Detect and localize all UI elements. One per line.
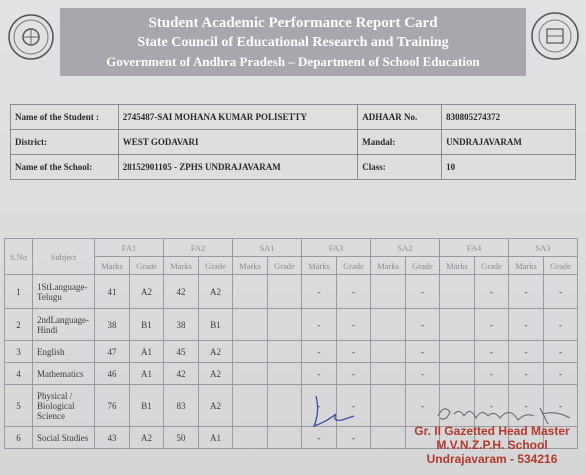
marks-subheader: Marks [302,257,337,275]
subject-row [5,363,578,385]
subject-row [5,275,578,309]
grade-cell: - [544,309,578,341]
sno-header: S.No [5,239,33,275]
marks-cell: 50 [164,427,199,449]
marks-cell: - [509,309,544,341]
grade-cell: - [475,309,509,341]
grade-cell [268,427,302,449]
grade-cell: - [337,341,371,363]
grade-cell: - [544,341,578,363]
subject-name: English [33,341,95,363]
marks-cell [233,275,268,309]
grade-cell [268,363,302,385]
mandal-label: Mandal: [358,130,442,155]
marks-cell [233,427,268,449]
grade-cell: B1 [130,385,164,427]
marks-cell [371,275,406,309]
subject-name: 2ndLanguage-Hindi [33,309,95,341]
scert-logo-icon [530,8,580,64]
student-info-table [10,104,576,180]
grade-cell: - [337,363,371,385]
grade-cell: - [406,363,440,385]
grade-cell [268,341,302,363]
school-value: 28152901105 - ZPHS UNDRAJAVARAM [118,155,357,180]
grade-subheader: Grade [406,257,440,275]
marks-cell: - [509,341,544,363]
aadhaar-label: ADHAAR No. [358,105,442,130]
serial-number: 4 [5,363,33,385]
marks-cell: - [302,309,337,341]
marks-cell: 47 [95,341,130,363]
student-name-row [11,105,576,130]
grade-cell: - [544,275,578,309]
exam-header-fa4: FA4 [440,239,509,257]
name-value: 2745487-SAI MOHANA KUMAR POLISETTY [118,105,357,130]
grade-subheader: Grade [199,257,233,275]
stamp-designation: Gr. II Gazetted Head Master [414,424,570,438]
grade-cell [268,385,302,427]
report-card-header [60,8,526,76]
marks-cell: - [302,363,337,385]
grade-cell: - [406,341,440,363]
grade-subheader: Grade [475,257,509,275]
aadhaar-value: 830805274372 [442,105,576,130]
marks-subheader: Marks [164,257,199,275]
mandal-value: UNDRAJAVARAM [442,130,576,155]
marks-cell: - [509,363,544,385]
marks-cell: 76 [95,385,130,427]
marks-cell [233,341,268,363]
grade-cell: A2 [199,363,233,385]
exam-header-row [5,239,578,257]
marks-subheader: Marks [95,257,130,275]
exam-header-fa1: FA1 [95,239,164,257]
grade-cell: - [475,385,509,427]
marks-cell: 38 [95,309,130,341]
grade-cell: - [544,363,578,385]
class-value: 10 [442,155,576,180]
school-stamp [404,424,580,466]
marks-cell: - [302,385,337,427]
marks-cell: 38 [164,309,199,341]
grade-cell: - [406,309,440,341]
grade-subheader: Grade [268,257,302,275]
grade-cell [268,309,302,341]
marks-cell: 41 [95,275,130,309]
stamp-school: M.V.N.Z.P.H. School [436,438,548,452]
serial-number: 3 [5,341,33,363]
marks-cell [371,363,406,385]
stamp-address: Undrajavaram - 534216 [426,452,558,466]
marks-subheader: Marks [233,257,268,275]
marks-cell [233,363,268,385]
marks-cell [440,275,475,309]
subject-name: Mathematics [33,363,95,385]
grade-cell: A2 [130,427,164,449]
report-title: Student Academic Performance Report Card [148,15,438,31]
grade-cell [268,275,302,309]
grade-cell: - [337,309,371,341]
signature-mark [306,392,366,432]
marks-cell [371,341,406,363]
exam-header-sa3: SA3 [509,239,578,257]
subject-name: 1StLanguage-Telugu [33,275,95,309]
council-name: State Council of Educational Research and Training [137,35,449,50]
marks-cell [371,309,406,341]
grade-cell: A1 [199,427,233,449]
grade-cell: A2 [199,275,233,309]
grade-cell: A1 [130,363,164,385]
grade-subheader: Grade [544,257,578,275]
class-label: Class: [358,155,442,180]
ap-government-emblem-icon [6,10,56,66]
marks-cell: 83 [164,385,199,427]
marks-cell: - [509,385,544,427]
grade-subheader: Grade [337,257,371,275]
district-value: WEST GODAVARI [118,130,357,155]
school-label: Name of the School: [11,155,119,180]
grade-cell: - [475,363,509,385]
grade-cell: - [337,385,371,427]
grade-cell: - [337,275,371,309]
district-label: District: [11,130,119,155]
serial-number: 1 [5,275,33,309]
subject-name: Social Studies [33,427,95,449]
marks-cell: - [509,275,544,309]
exam-header-sa1: SA1 [233,239,302,257]
subject-row [5,341,578,363]
marks-cell [371,385,406,427]
serial-number: 6 [5,427,33,449]
exam-header-fa2: FA2 [164,239,233,257]
grade-cell: A2 [130,275,164,309]
serial-number: 2 [5,309,33,341]
grade-cell: A2 [199,385,233,427]
grade-cell: - [406,385,440,427]
marks-cell: 43 [95,427,130,449]
grade-subheader: Grade [130,257,164,275]
name-label: Name of the Student : [11,105,119,130]
marks-cell: - [302,275,337,309]
subject-header: Subject [33,239,95,275]
school-row [11,155,576,180]
grade-cell: A1 [130,341,164,363]
grade-cell: - [475,341,509,363]
district-row [11,130,576,155]
marks-cell [440,363,475,385]
serial-number: 5 [5,385,33,427]
grade-cell: - [475,275,509,309]
grade-cell: B1 [130,309,164,341]
marks-cell [440,341,475,363]
grade-cell: - [337,427,371,449]
subject-name: Physical / Biological Science [33,385,95,427]
marks-cell: - [302,427,337,449]
marks-subheader: Marks [440,257,475,275]
grade-cell: A2 [199,341,233,363]
department-name: Government of Andhra Pradesh – Department of School Education [106,54,480,69]
marks-cell [440,309,475,341]
marks-cell: 42 [164,275,199,309]
exam-header-fa3: FA3 [302,239,371,257]
grade-cell: B1 [199,309,233,341]
marks-cell: 45 [164,341,199,363]
marks-cell [233,309,268,341]
marks-cell: - [302,341,337,363]
marks-subheader: Marks [509,257,544,275]
marks-subheader: Marks [371,257,406,275]
exam-header-sa2: SA2 [371,239,440,257]
grade-cell: - [406,275,440,309]
grade-cell: - [544,385,578,427]
marks-cell [371,427,406,449]
marks-cell: 46 [95,363,130,385]
marks-cell: 42 [164,363,199,385]
marks-cell [233,385,268,427]
subject-row [5,309,578,341]
